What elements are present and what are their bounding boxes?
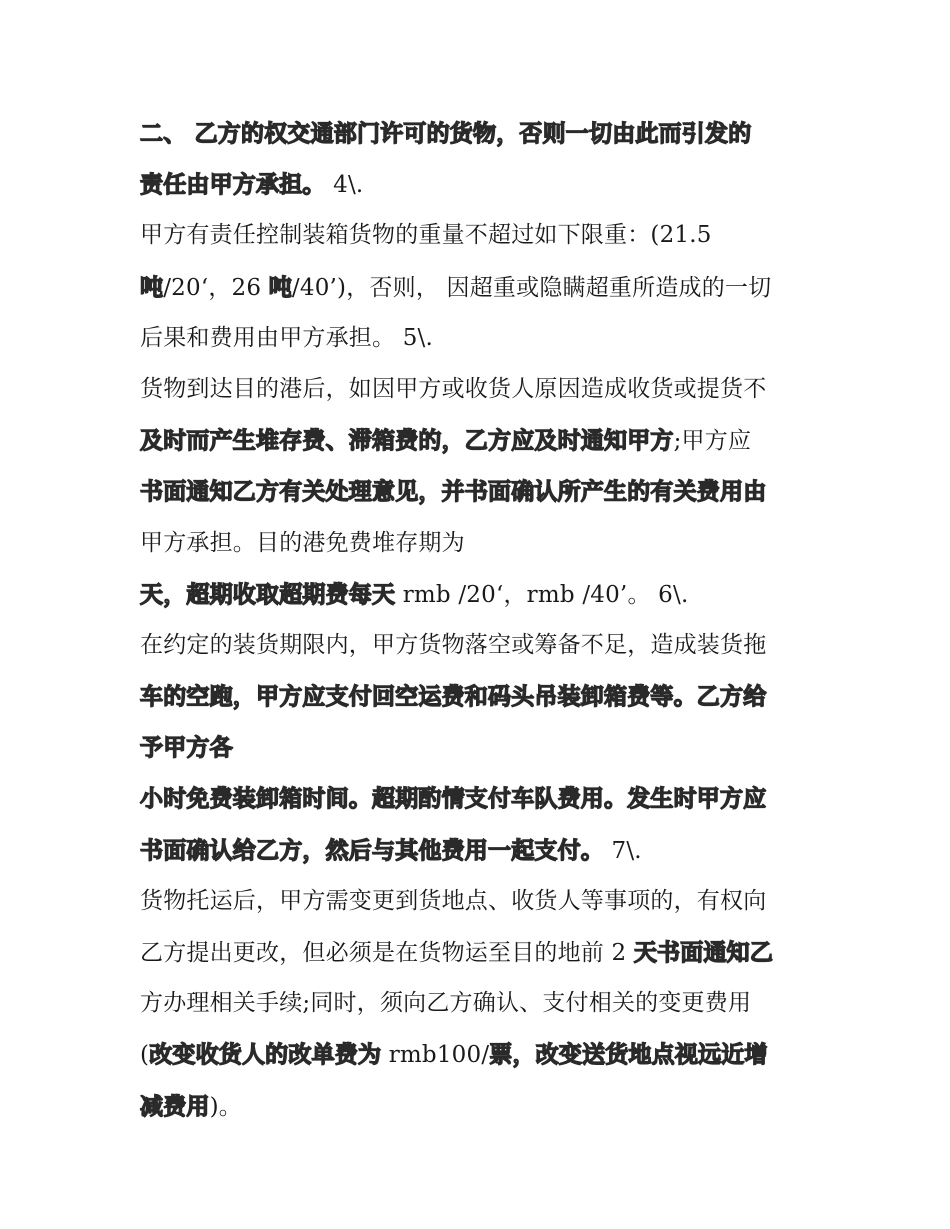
text-run: 二、 乙方的权交通部门许可的货物，否则一切由此而引发的 [140,120,752,147]
text-run: 7\. [604,837,642,864]
text-run: 方办理相关手续;同时，须向乙方确认、支付相关的变更费用 [140,990,752,1017]
text-run: 改变收货人的改单费为 [149,1041,382,1069]
text-line [140,927,812,978]
text-run: 甲方有责任控制装箱货物的重量不超过如下限重：(21.5 [140,222,712,249]
text-line [140,415,812,466]
text-line [140,825,812,876]
text-run: 乙方提出更改，但必须是在货物运至目的地前 2 [140,940,634,966]
text-run: 天，超期收取超期费每天 [140,580,396,608]
text-line [140,262,812,313]
text-line [140,518,812,569]
text-line [140,159,812,210]
text-run: 票，改变送货地点视远近增 [489,1041,768,1069]
text-run: 在约定的装货期限内，甲方货物落空或筹备不足，造成装货拖 [140,631,767,658]
text-run: /40’)，否则， 因超重或隐瞒超重所造成的一切 [291,274,772,301]
text-run: rmb /20‘，rmb /40’。 6\. [395,581,689,608]
text-run: rmb100/ [381,1042,490,1069]
text-run: 后果和费用由甲方承担。 5\. [140,324,434,351]
text-run: 货物托运后，甲方需变更到货地点、收货人等事项的，有权向 [140,887,767,914]
text-run: ( [140,1042,150,1069]
text-run: 吨 [268,273,292,301]
text-line [140,722,812,773]
text-line [140,620,812,671]
text-run: 4\. [325,172,364,199]
text-line [140,671,812,722]
document-page [140,108,812,1132]
text-line [140,1029,812,1080]
text-run: 责任由甲方承担。 [140,171,326,199]
text-line [140,876,812,927]
text-line [140,364,812,415]
text-run: 车的空跑，甲方应支付回空运费和码头吊装卸箱费等。乙方给 [140,683,767,711]
text-run: 小时免费装卸箱时间。超期酌情支付车队费用。发生时甲方应 [140,785,767,813]
text-line [140,1081,812,1132]
text-run: 减费用 [140,1092,210,1120]
text-run: )。 [209,1093,242,1120]
text-run: 书面确认给乙方，然后与其他费用一起支付。 [140,836,604,864]
text-run: 予甲方各 [140,734,233,762]
text-run: 甲方承担。目的港免费堆存期为 [140,529,465,556]
text-line [140,569,812,620]
text-line [140,210,812,261]
text-line [140,466,812,517]
text-run: ;甲方应 [673,428,752,455]
text-line [140,313,812,364]
text-line [140,108,812,159]
text-run: 吨 [140,273,164,301]
text-line [140,978,812,1029]
text-run: /20‘，26 [163,274,269,301]
text-run: 书面通知乙方有关处理意见，并书面确认所产生的有关费用由 [140,478,767,506]
text-run: 货物到达目的港后，如因甲方或收货人原因造成收货或提货不 [140,375,767,402]
text-run: 及时而产生堆存费、滞箱费的，乙方应及时通知甲方 [140,427,674,455]
text-run: 天书面通知乙 [633,939,774,966]
text-line [140,773,812,824]
